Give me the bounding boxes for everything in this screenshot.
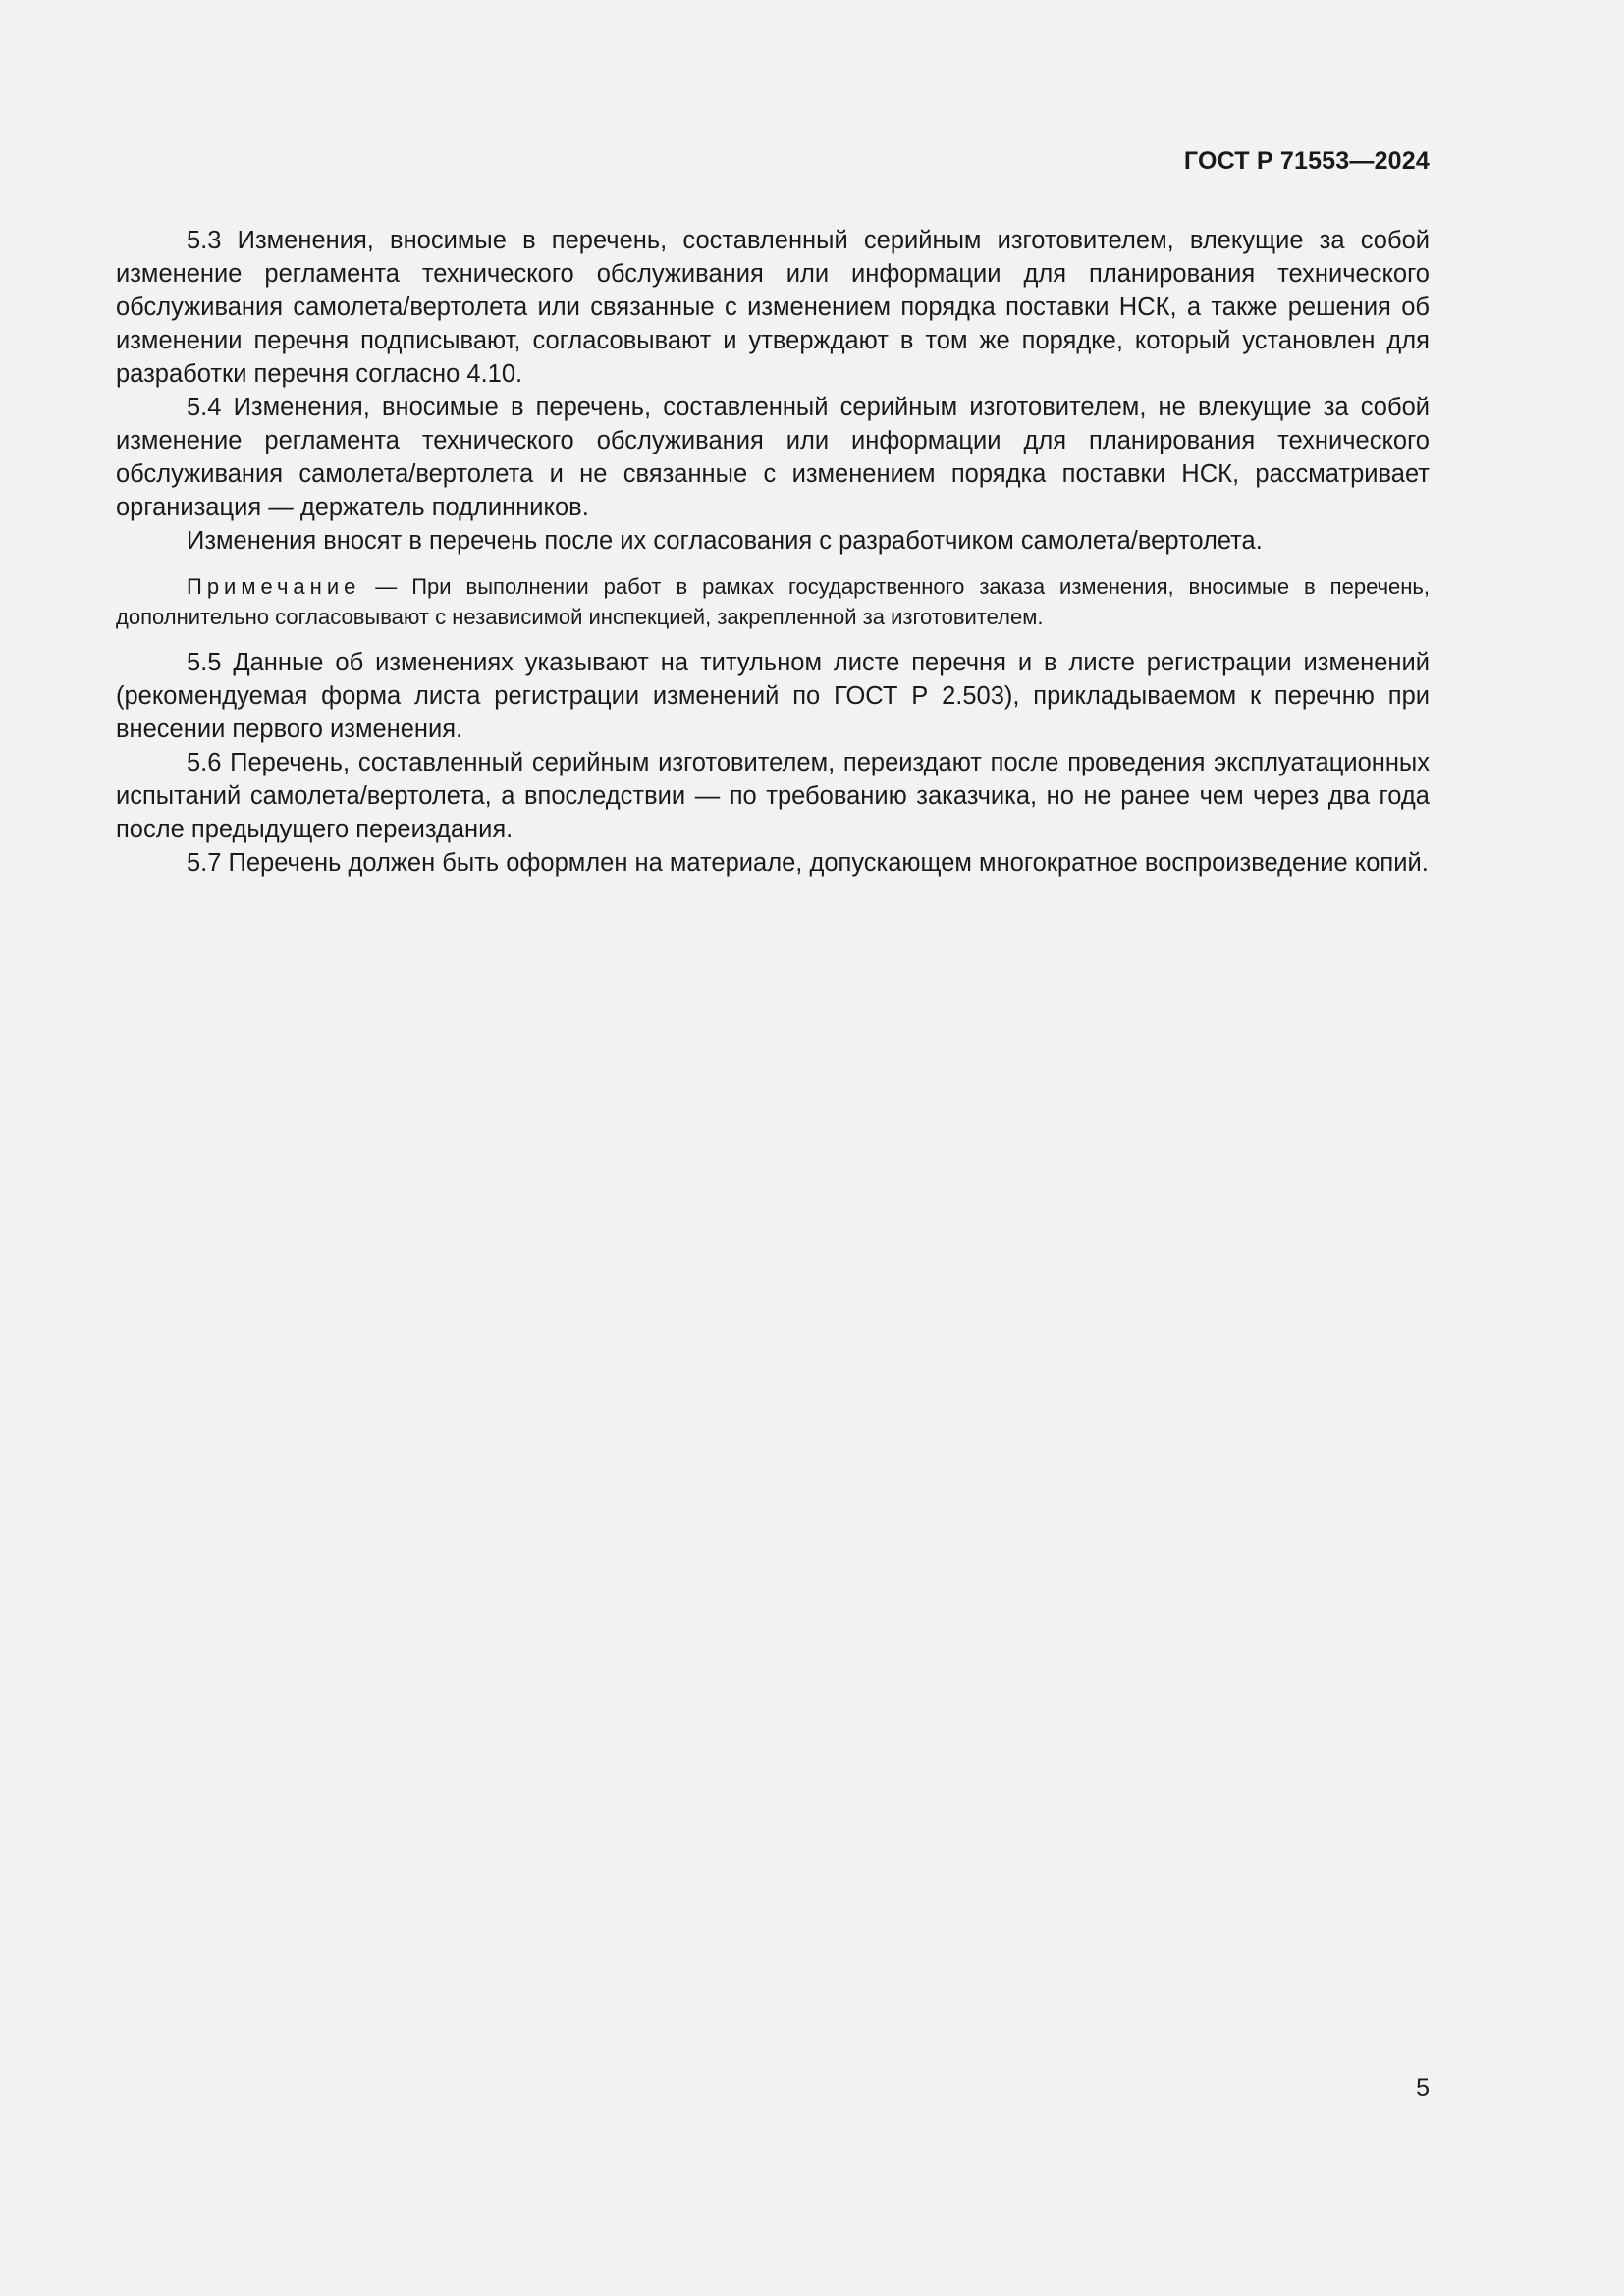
- document-code-header: ГОСТ Р 71553—2024: [1183, 147, 1430, 175]
- paragraph-5-5: 5.5 Данные об изменениях указывают на титульном листе перечня и в листе регистрации изменений (рекомендуемая форма листа регистрации изменений по ГОСТ Р 2.503), прикладываемом к перечню при внесении первого изменения.: [116, 649, 1430, 743]
- paragraph-5-6: 5.6 Перечень, составленный серийным изготовителем, переиздают после проведения эксплуатационных испытаний самолета/вертолета, а впоследствии — по требованию заказчика, но не ранее чем через два года после предыдущего переиздания.: [116, 749, 1430, 843]
- note: [116, 571, 1430, 632]
- document-body: [116, 224, 1430, 880]
- note-label: Примечание: [187, 574, 361, 599]
- note-text: — При выполнении работ в рамках государственного заказа изменения, вносимые в перечень, дополнительно согласовывают с независимой инспекцией, закрепленной за изготовителем.: [116, 574, 1430, 629]
- paragraph-5-4-continuation: Изменения вносят в перечень после их согласования с разработчиком самолета/вертолета.: [187, 527, 1263, 555]
- paragraph-5-7: 5.7 Перечень должен быть оформлен на материале, допускающем многократное воспроизведение копий.: [187, 849, 1429, 877]
- paragraph-5-4: 5.4 Изменения, вносимые в перечень, составленный серийным изготовителем, не влекущие за собой изменение регламента технического обслуживания или информации для планирования технического обслуживания самолета/вертолета и не связанные с изменением порядка поставки НСК, рассматривает организация — держатель подлинников.: [116, 394, 1430, 521]
- paragraph-5-3: 5.3 Изменения, вносимые в перечень, составленный серийным изготовителем, влекущие за собой изменение регламента технического обслуживания или информации для планирования технического обслуживания самолета/вертолета или связанные с изменением порядка поставки НСК, а также решения об изменении перечня подписывают, согласовывают и утверждают в том же порядке, который установлен для разработки перечня согласно 4.10.: [116, 227, 1430, 388]
- page-number: 5: [1416, 2074, 1430, 2102]
